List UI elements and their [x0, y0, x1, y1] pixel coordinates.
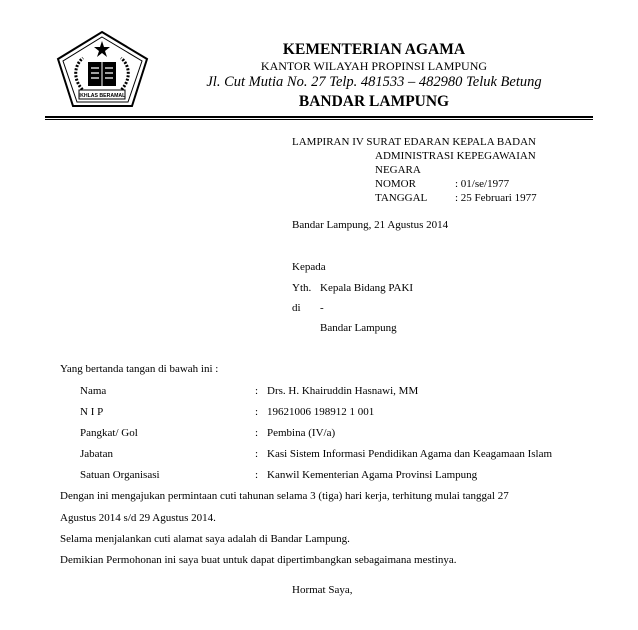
letterhead-city: BANDAR LAMPUNG: [298, 93, 450, 110]
field-label-satuan: Satuan Organisasi: [80, 469, 160, 481]
lampiran-line-1: LAMPIRAN IV SURAT EDARAN KEPALA BADAN: [292, 136, 536, 148]
place-date: Bandar Lampung, 21 Agustus 2014: [292, 219, 449, 231]
field-colon: :: [255, 448, 259, 460]
lampiran-line-3: NEGARA: [375, 164, 421, 176]
field-value-satuan: Kanwil Kementerian Agama Provinsi Lampung: [267, 469, 478, 481]
field-colon: :: [255, 427, 259, 439]
field-label-jabatan: Jabatan: [80, 448, 113, 460]
lampiran-tanggal-value: : 25 Februari 1977: [455, 192, 537, 204]
lampiran-nomor-label: NOMOR: [375, 178, 416, 190]
body-para-3: Demikian Permohonan ini saya buat untuk dapat dipertimbangkan sebagaimana mestinya.: [60, 554, 457, 566]
recipient-yth-value: Kepala Bidang PAKI: [320, 282, 414, 294]
letterhead-office: KANTOR WILAYAH PROPINSI LAMPUNG: [260, 59, 488, 73]
field-colon: :: [255, 406, 259, 418]
field-label-nip: N I P: [80, 406, 104, 418]
recipient-di-label: di: [292, 302, 301, 314]
body-para-1-line-2: Agustus 2014 s/d 29 Agustus 2014.: [60, 512, 216, 524]
lampiran-tanggal-label: TANGGAL: [375, 192, 428, 204]
field-colon: :: [255, 385, 259, 397]
lampiran-nomor-value: : 01/se/1977: [455, 178, 510, 190]
closing-text: Hormat Saya,: [292, 584, 353, 596]
recipient-kepada: Kepada: [292, 261, 326, 273]
field-value-nama: Drs. H. Khairuddin Hasnawi, MM: [267, 385, 419, 397]
letterhead-ministry: KEMENTERIAN AGAMA: [282, 41, 466, 58]
intro-text: Yang bertanda tangan di bawah ini :: [60, 363, 219, 375]
logo-banner-text: IKHLAS BERAMAL: [78, 93, 126, 99]
letterhead-rule-thin: [45, 119, 593, 120]
recipient-yth-label: Yth.: [292, 282, 312, 294]
lampiran-line-2: ADMINISTRASI KEPEGAWAIAN: [375, 150, 536, 162]
letterhead-address: Jl. Cut Mutia No. 27 Telp. 481533 – 482980 Teluk Betung: [206, 74, 542, 90]
recipient-di-value: -: [320, 302, 324, 314]
field-colon: :: [255, 469, 259, 481]
field-value-pangkat: Pembina (IV/a): [267, 427, 336, 439]
recipient-city: Bandar Lampung: [320, 322, 397, 334]
field-label-nama: Nama: [80, 385, 107, 397]
field-value-nip: 19621006 198912 1 001: [267, 406, 375, 418]
field-value-jabatan: Kasi Sistem Informasi Pendidikan Agama dan Keagamaan Islam: [267, 448, 553, 460]
letterhead-rule-thick: [45, 116, 593, 118]
body-para-2: Selama menjalankan cuti alamat saya adalah di Bandar Lampung.: [60, 533, 350, 545]
body-para-1-line-1: Dengan ini mengajukan permintaan cuti tahunan selama 3 (tiga) hari kerja, terhitung mulai tanggal 27: [60, 490, 509, 502]
field-label-pangkat: Pangkat/ Gol: [80, 427, 138, 439]
